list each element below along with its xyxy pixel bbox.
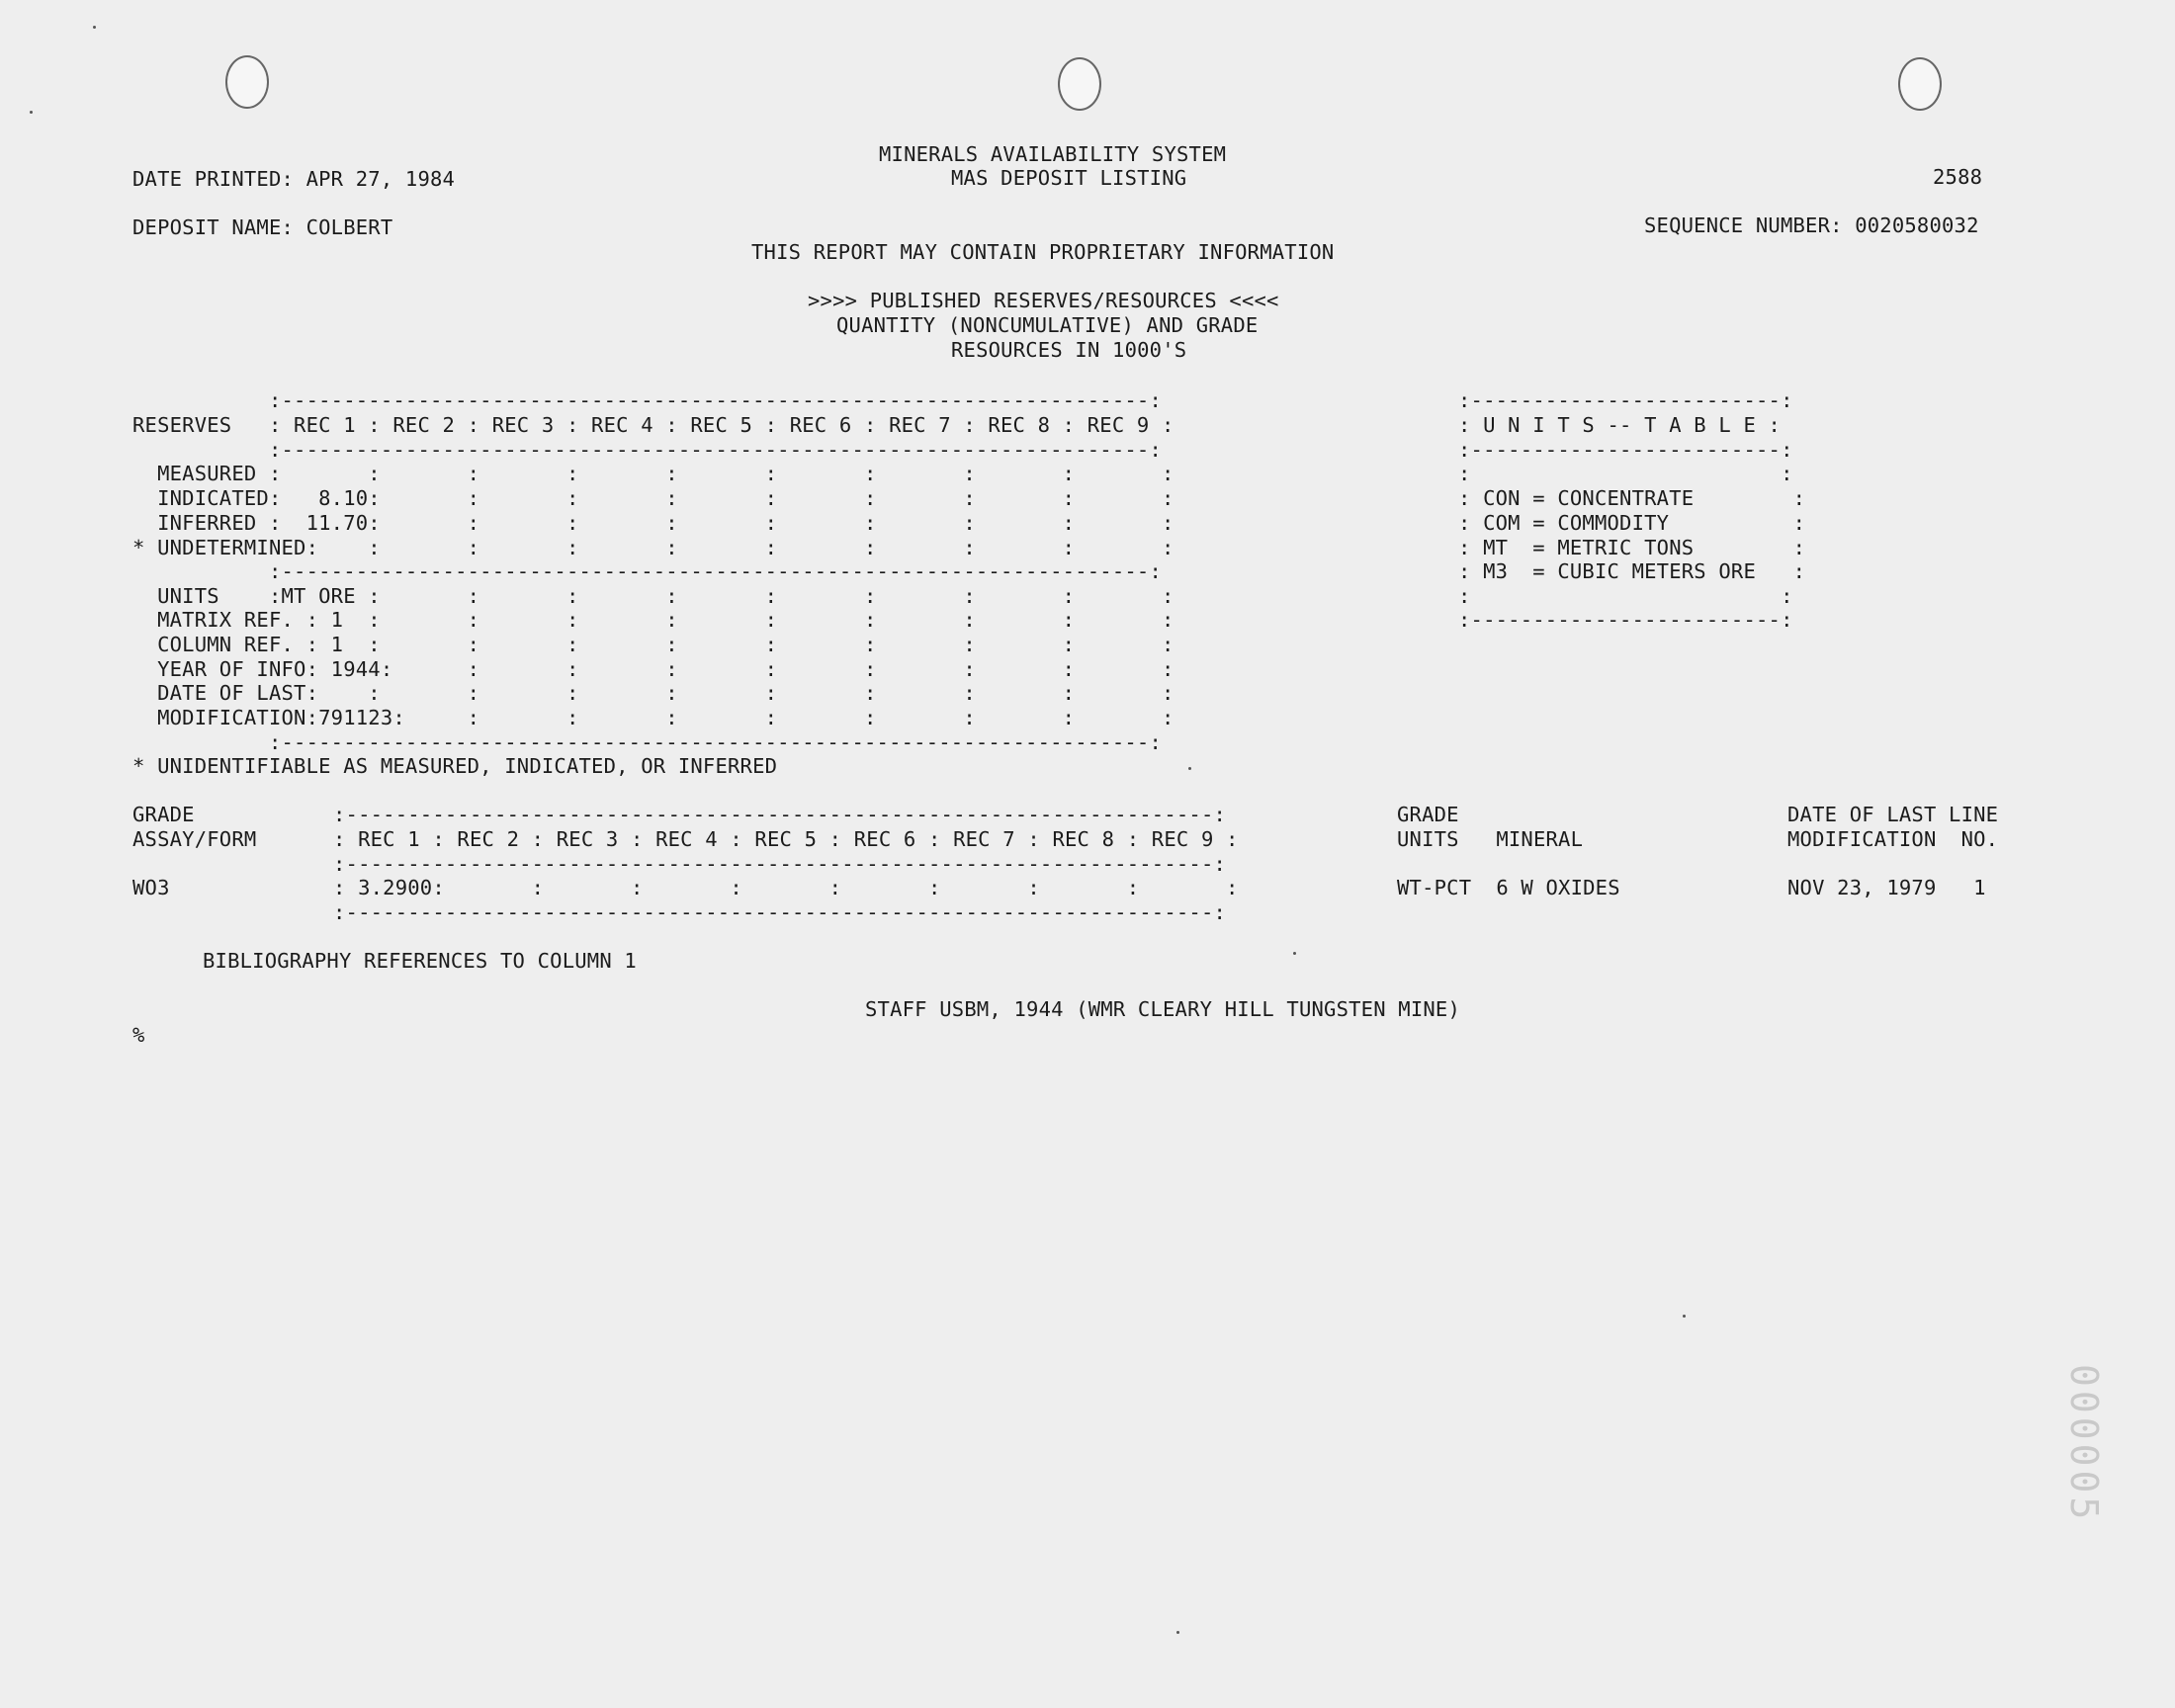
assay-form-label: ASSAY/FORM [132,827,257,851]
reserves-footnote: * UNIDENTIFIABLE AS MEASURED, INDICATED, OR INFERRED [132,754,778,778]
reserves-rule-mid: :----------------------------------------------------------------------: [132,559,1162,583]
bibliography-entry: STAFF USBM, 1944 (WMR CLEARY HILL TUNGSTEN MINE) [865,997,1461,1021]
listing-title: MAS DEPOSIT LISTING [951,166,1187,190]
grade-rule-top: :----------------------------------------------------------------------: [333,803,1227,826]
reserves-row-year-of-info: YEAR OF INFO: 1944: : : : : : : : : [132,657,1174,681]
grade-row-date-no: NOV 23, 1979 1 [1787,876,1986,899]
section-subtitle: QUANTITY (NONCUMULATIVE) AND GRADE [836,313,1259,337]
reserves-rule-head: :----------------------------------------------------------------------: [132,438,1162,462]
grade-units-heading-2: UNITS MINERAL [1397,827,1584,851]
punch-hole-right [1898,57,1942,111]
reserves-rule-bottom: :----------------------------------------------------------------------: [132,730,1162,754]
grade-rule-head: :----------------------------------------------------------------------: [333,852,1227,876]
reserves-row-units: UNITS :MT ORE : : : : : : : : : [132,584,1174,608]
scan-speck [1683,1315,1686,1318]
grade-label: GRADE [132,803,195,826]
reserves-row-indicated: INDICATED: 8.10: : : : : : : : : [132,486,1174,510]
units-entry-com: : COM = COMMODITY : [1458,511,1806,535]
date-heading-2: MODIFICATION NO. [1787,827,1999,851]
units-entry-con: : CON = CONCENTRATE : [1458,486,1806,510]
proprietary-notice: THIS REPORT MAY CONTAIN PROPRIETARY INFORMATION [751,240,1335,264]
scan-speck [1188,767,1191,770]
reserves-row-column-ref: COLUMN REF. : 1 : : : : : : : : : [132,633,1174,656]
grade-units-heading-1: GRADE [1397,803,1459,826]
scan-speck [93,26,96,29]
reserves-row-undetermined: * UNDETERMINED: : : : : : : : : : [132,536,1174,559]
reserves-rule-top: :----------------------------------------------------------------------: [132,388,1162,412]
deposit-name: DEPOSIT NAME: COLBERT [132,215,393,239]
scan-speck [1293,952,1296,955]
reserves-row-measured: MEASURED : : : : : : : : : : [132,462,1174,485]
reserves-row-inferred: INFERRED : 11.70: : : : : : : : : [132,511,1174,535]
grade-row-units-mineral: WT-PCT 6 W OXIDES [1397,876,1620,899]
grade-row-values: : 3.2900: : : : : : : : : [333,876,1239,899]
grade-header-row: : REC 1 : REC 2 : REC 3 : REC 4 : REC 5 : REC 6 : REC 7 : REC 8 : REC 9 : [333,827,1239,851]
punch-hole-left [225,55,269,109]
end-mark: % [132,1023,145,1047]
grade-rule-bottom: :----------------------------------------------------------------------: [333,900,1227,924]
reserves-row-date-of-last: DATE OF LAST: : : : : : : : : : [132,681,1174,705]
reserves-row-matrix-ref: MATRIX REF. : 1 : : : : : : : : : [132,608,1174,632]
bibliography-heading: BIBLIOGRAPHY REFERENCES TO COLUMN 1 [203,949,637,973]
grade-row-label: WO3 [132,876,170,899]
units-entry-m3: : M3 = CUBIC METERS ORE : [1458,559,1806,583]
bleed-through-stamp: 000005 [2062,1364,2106,1524]
date-printed: DATE PRINTED: APR 27, 1984 [132,167,456,191]
reserves-header-row: RESERVES : REC 1 : REC 2 : REC 3 : REC 4 : REC 5 : REC 6 : REC 7 : REC 8 : REC 9 : [132,413,1174,437]
units-table-rule-head: :-------------------------: [1458,438,1793,462]
system-title: MINERALS AVAILABILITY SYSTEM [879,142,1227,166]
scan-speck [1176,1631,1179,1634]
page-number: 2588 [1933,165,1983,189]
reserves-row-modification: MODIFICATION:791123: : : : : : : : : [132,706,1174,729]
units-table-blank-2: : : [1458,584,1793,608]
units-table-rule-top: :-------------------------: [1458,388,1793,412]
section-title: >>>> PUBLISHED RESERVES/RESOURCES <<<< [808,289,1279,312]
units-table-title: : U N I T S -- T A B L E : [1458,413,1782,437]
date-heading-1: DATE OF LAST LINE [1787,803,1999,826]
sequence-number: SEQUENCE NUMBER: 0020580032 [1644,214,1979,237]
scan-speck [30,111,33,114]
punch-hole-center [1058,57,1101,111]
units-entry-mt: : MT = METRIC TONS : [1458,536,1806,559]
units-table-blank: : : [1458,462,1793,485]
units-table-rule-bottom: :-------------------------: [1458,608,1793,632]
section-units: RESOURCES IN 1000'S [951,338,1187,362]
